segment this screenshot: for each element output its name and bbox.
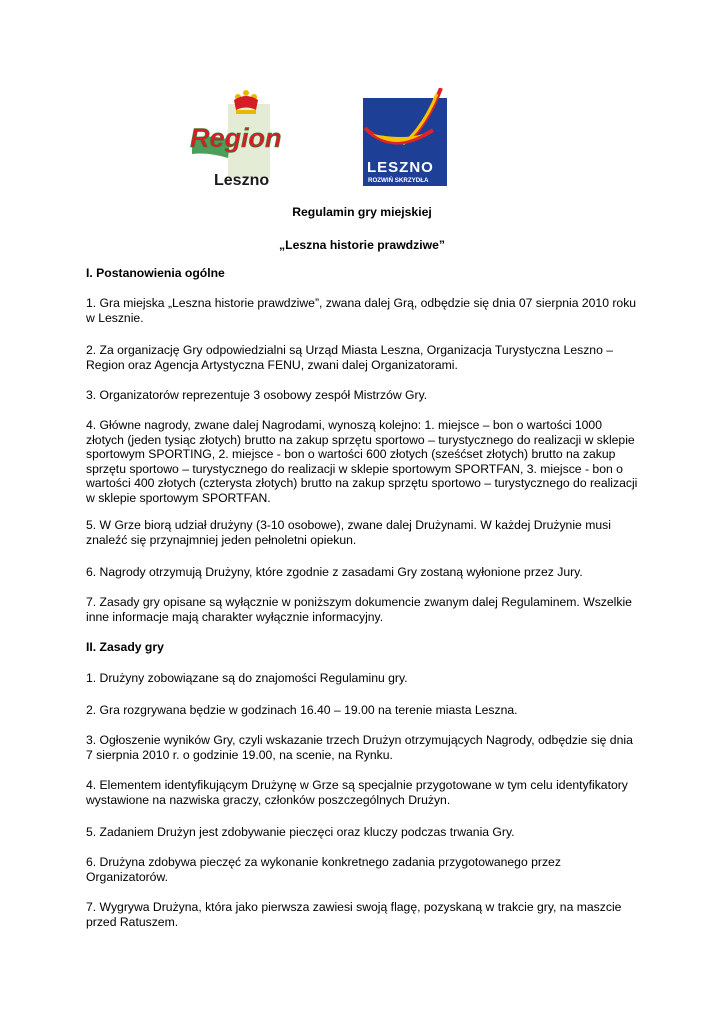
header-logos — [0, 86, 724, 196]
paragraph: 7. Zasady gry opisane są wyłącznie w poniższym dokumencie zwanym dalej Regulaminem. Wszelkie inne informacje mają charakter wyłącznie informacyjny. — [86, 595, 632, 624]
region-leszno-logo — [190, 90, 298, 190]
paragraph: 3. Ogłoszenie wyników Gry, czyli wskazanie trzech Drużyn otrzymujących Nagrody, odbędzie się dnia 7 sierpnia 2010 r. o godzinie 19.00, na scenie, na Rynku. — [86, 733, 633, 762]
paragraph: 5. Zadaniem Drużyn jest zdobywanie pieczęci oraz kluczy podczas trwania Gry. — [86, 825, 515, 839]
document-subtitle: „Leszna historie prawdziwe” — [279, 238, 445, 252]
paragraph: 3. Organizatorów reprezentuje 3 osobowy zespół Mistrzów Gry. — [86, 388, 428, 402]
svg-text:Leszno: Leszno — [214, 172, 270, 189]
paragraph: 1. Gra miejska „Leszna historie prawdziwe”, zwana dalej Grą, odbędzie się dnia 07 sierpnia 2010 roku w Lesznie. — [86, 296, 637, 325]
svg-text:Region: Region — [190, 123, 282, 153]
paragraph: 4. Elementem identyfikującym Drużynę w Grze są specjalnie przygotowane w tym celu identyfikatory wystawione na nazwiska graczy, członków poszczególnych Drużyn. — [86, 778, 628, 807]
leszno-city-logo — [363, 88, 447, 186]
paragraph: 6. Nagrody otrzymują Drużyny, które zgodnie z zasadami Gry zostaną wyłonione przez Jury. — [86, 565, 583, 579]
crown-icon — [234, 90, 258, 114]
document-title: Regulamin gry miejskiej — [292, 205, 432, 219]
section-heading-general: I. Postanowienia ogólne — [86, 266, 225, 280]
svg-text:LESZNO: LESZNO — [367, 159, 434, 176]
paragraph: 1. Drużyny zobowiązane są do znajomości Regulaminu gry. — [86, 671, 408, 685]
paragraph: 2. Za organizację Gry odpowiedzialni są Urząd Miasta Leszna, Organizacja Turystyczna Leszno – Region oraz Agencja Artystyczna FENU, zwani dalej Organizatorami. — [86, 343, 614, 372]
section-heading-rules: II. Zasady gry — [86, 640, 164, 654]
paragraph: 2. Gra rozgrywana będzie w godzinach 16.40 – 19.00 na terenie miasta Leszna. — [86, 703, 518, 717]
paragraph: 7. Wygrywa Drużyna, która jako pierwsza zawiesi swoją flagę, pozyskaną w trakcie gry, na maszcie przed Ratuszem. — [86, 900, 622, 929]
paragraph: 5. W Grze biorą udział drużyny (3-10 osobowe), zwane dalej Drużynami. W każdej Drużynie musi znaleźć się przynajmniej jeden pełnoletni opiekun. — [86, 518, 611, 547]
paragraph: 4. Główne nagrody, zwane dalej Nagrodami, wynoszą kolejno: 1. miejsce – bon o wartości 1000 złotych (jeden tysiąc złotych) brutto na zakup sprzętu sportowo – turystycznego do realizacji w sklepie sportowym SPORTING, 2. miejsce - bon o wartości 600 złotych (sześćset złotych) brutto na zakup sprzętu sportowo – turystycznego do realizacji w sklepie sportowym SPORTFAN, 3. miejsce - bon o wartości 400 złotych (czterysta złotych) brutto na zakup sprzętu sportowo – turystycznego do realizacji w sklepie sportowym SPORTFAN. — [86, 418, 638, 505]
svg-text:ROZWIŃ SKRZYDŁA: ROZWIŃ SKRZYDŁA — [368, 177, 429, 184]
paragraph: 6. Drużyna zdobywa pieczęć za wykonanie konkretnego zadania przygotowanego przez Organizatorów. — [86, 855, 561, 884]
